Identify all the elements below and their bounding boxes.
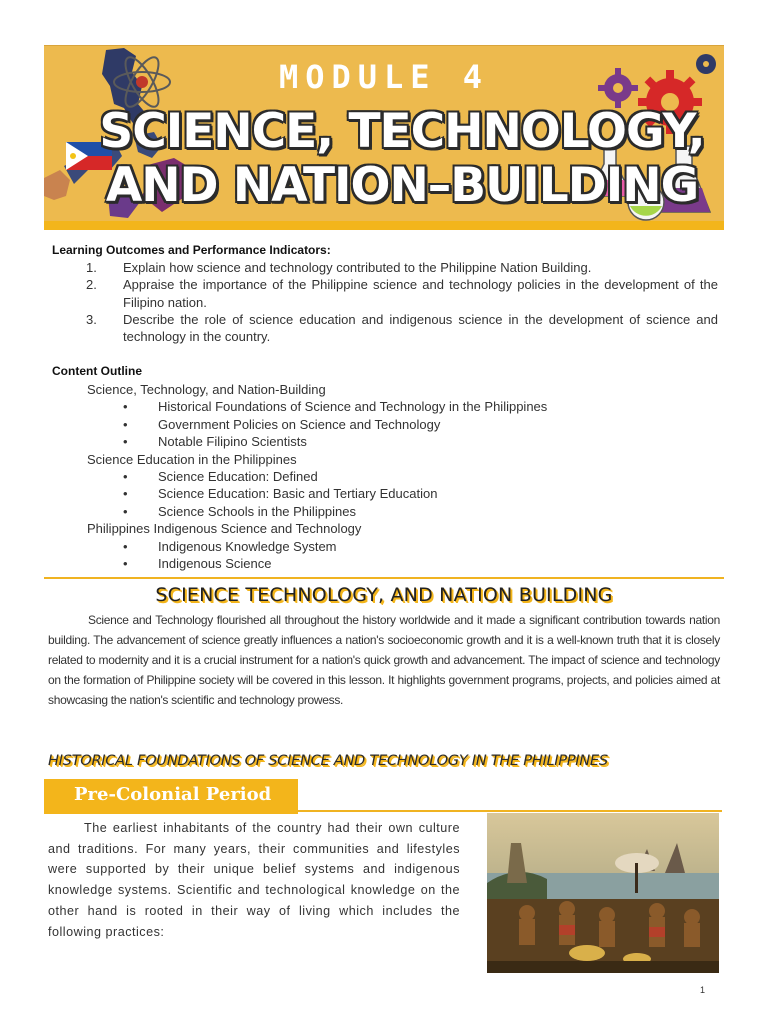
outline-bullet: • Indigenous Knowledge System xyxy=(52,538,718,555)
content-outline-heading: Content Outline xyxy=(52,364,142,378)
pre-colonial-label-box xyxy=(44,779,298,814)
list-item xyxy=(52,311,718,346)
outline-section: Philippines Indigenous Science and Technology xyxy=(87,521,362,537)
banner-accent-bar xyxy=(44,221,724,230)
outline-bullet: • Science Education: Defined xyxy=(52,468,718,485)
learning-outcomes-list xyxy=(52,259,718,345)
list-number: 2. xyxy=(86,277,97,293)
section-paragraph: Science and Technology flourished all throughout the history worldwide and it made a significant contribution towards nation building. The advancement of science greatly influences a nation's socioeconomic growth and it is a well-known truth that it is closely related to modernity and it is a crucial instrument for a nation's quick growth and advancement. The impact of science and technology on the formation of Philippine society will be covered in this lesson. It highlights government programs, projects, and policies aimed at showcasing the nation's scientific and technology prowess. xyxy=(48,613,720,707)
historical-heading: HISTORICAL FOUNDATIONS OF SCIENCE AND TECHNOLOGY IN THE PHILIPPINES xyxy=(48,752,608,769)
outline-bullet: • Notable Filipino Scientists xyxy=(52,433,718,450)
list-text: Explain how science and technology contributed to the Philippine Nation Building. xyxy=(123,260,592,275)
list-text: Appraise the importance of the Philippine science and technology policies in the development of the Filipino nation. xyxy=(123,277,718,310)
pre-colonial-painting xyxy=(487,813,719,973)
outline-section: Science, Technology, and Nation-Building xyxy=(87,382,326,397)
list-item xyxy=(52,276,718,311)
pre-colonial-paragraph: The earliest inhabitants of the country had their own culture and traditions. For many years, their communities and lifestyles were supported by their unique belief systems and indigenous knowledge systems. Scientific and technological knowledge on the other hand is rooted in their way of living which includes the following practices: xyxy=(48,821,460,939)
learning-outcomes-heading: Learning Outcomes and Performance Indicators: xyxy=(52,243,331,257)
list-text: Describe the role of science education and indigenous science in the development of science and technology in the country. xyxy=(123,311,718,345)
outline-bullet: • Indigenous Science xyxy=(52,555,718,572)
pre-colonial-heading: Pre-Colonial Period xyxy=(74,784,272,805)
outline-bullet: • Government Policies on Science and Technology xyxy=(52,416,718,433)
section-divider xyxy=(44,577,724,579)
module-label: MODULE 4 xyxy=(278,58,490,96)
module-title-line-1: SCIENCE, TECHNOLOGY, xyxy=(99,104,705,159)
module-banner xyxy=(44,45,724,222)
outline-bullet: • Science Education: Basic and Tertiary Education xyxy=(52,485,718,502)
list-number: 1. xyxy=(86,260,97,275)
list-item xyxy=(52,259,718,276)
section-title: SCIENCE TECHNOLOGY, AND NATION BUILDING xyxy=(155,584,613,606)
outline-bullet: • Historical Foundations of Science and Technology in the Philippines xyxy=(52,398,718,415)
content-outline xyxy=(52,381,718,572)
page-number: 1 xyxy=(700,985,706,995)
outline-bullet: • Science Schools in the Philippines xyxy=(52,503,718,520)
list-number: 3. xyxy=(86,311,97,327)
subheading-rule xyxy=(298,810,722,812)
module-title-line-2: AND NATION–BUILDING xyxy=(105,158,699,213)
outline-section: Science Education in the Philippines xyxy=(87,451,297,467)
